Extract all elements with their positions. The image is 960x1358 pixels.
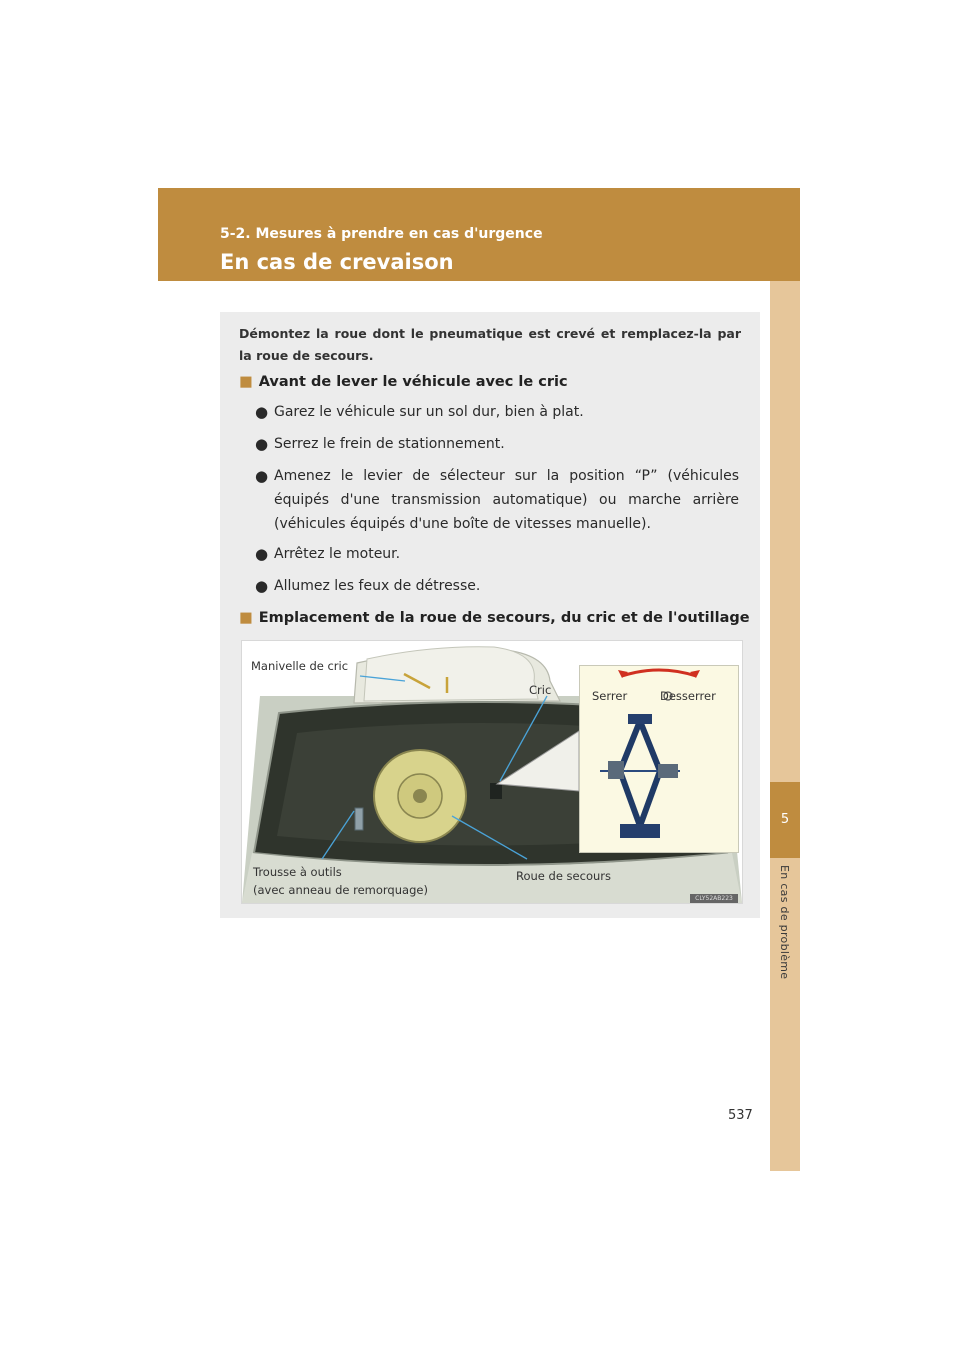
section-heading-text: Avant de lever le véhicule avec le cric	[258, 374, 568, 390]
label-tighten: Serrer	[592, 689, 628, 703]
bullet-icon: ●	[255, 545, 269, 563]
list-item	[255, 432, 739, 456]
content-box	[220, 312, 760, 918]
list-item	[255, 464, 739, 536]
label-loosen: Desserrer	[660, 689, 716, 703]
page-number: 537	[728, 1108, 753, 1123]
list-item-text: Amenez le levier de sélecteur sur la position “P” (véhicules équipés d'une transmission automatique) ou marche arrière (véhicules équipés d'une boîte de vitesses manuelle).	[274, 468, 739, 532]
list-item-text: Arrêtez le moteur.	[274, 546, 401, 562]
list-item-text: Allumez les feux de détresse.	[274, 578, 481, 594]
chapter-title: En cas de problème	[778, 865, 791, 980]
list-item	[255, 542, 739, 566]
list-item	[255, 400, 739, 424]
label-spare-wheel: Roue de secours	[516, 869, 611, 883]
bullet-icon: ●	[255, 467, 269, 485]
trunk-illustration	[241, 640, 743, 904]
list-item-text: Serrez le frein de stationnement.	[274, 436, 505, 452]
bullet-icon: ●	[255, 435, 269, 453]
section-heading-location	[239, 610, 750, 626]
label-crank: Manivelle de cric	[251, 659, 349, 673]
section-heading-text: Emplacement de la roue de secours, du cric et de l'outillage	[258, 610, 750, 626]
label-toolkit	[253, 863, 428, 899]
page-title: En cas de crevaison	[220, 250, 454, 274]
square-bullet-icon: ■	[239, 610, 253, 626]
label-toolkit-line2: (avec anneau de remorquage)	[253, 883, 428, 897]
section-heading-before-jacking	[239, 374, 568, 390]
list-item-text: Garez le véhicule sur un sol dur, bien à plat.	[274, 404, 584, 420]
figure-code: CLY52AB223	[690, 894, 738, 903]
page-header	[158, 188, 800, 281]
list-item	[255, 574, 739, 598]
square-bullet-icon: ■	[239, 374, 253, 390]
side-strip	[770, 281, 800, 1171]
bullet-icon: ●	[255, 577, 269, 595]
chapter-tab	[770, 782, 800, 858]
intro-paragraph: Démontez la roue dont le pneumatique est crevé et remplacez-la par la roue de secours.	[239, 326, 741, 363]
bullet-icon: ●	[255, 403, 269, 421]
section-label: 5-2. Mesures à prendre en cas d'urgence	[220, 226, 543, 242]
label-toolkit-line1: Trousse à outils	[253, 865, 342, 879]
label-jack: Cric	[529, 683, 552, 697]
chapter-number: 5	[780, 812, 790, 827]
